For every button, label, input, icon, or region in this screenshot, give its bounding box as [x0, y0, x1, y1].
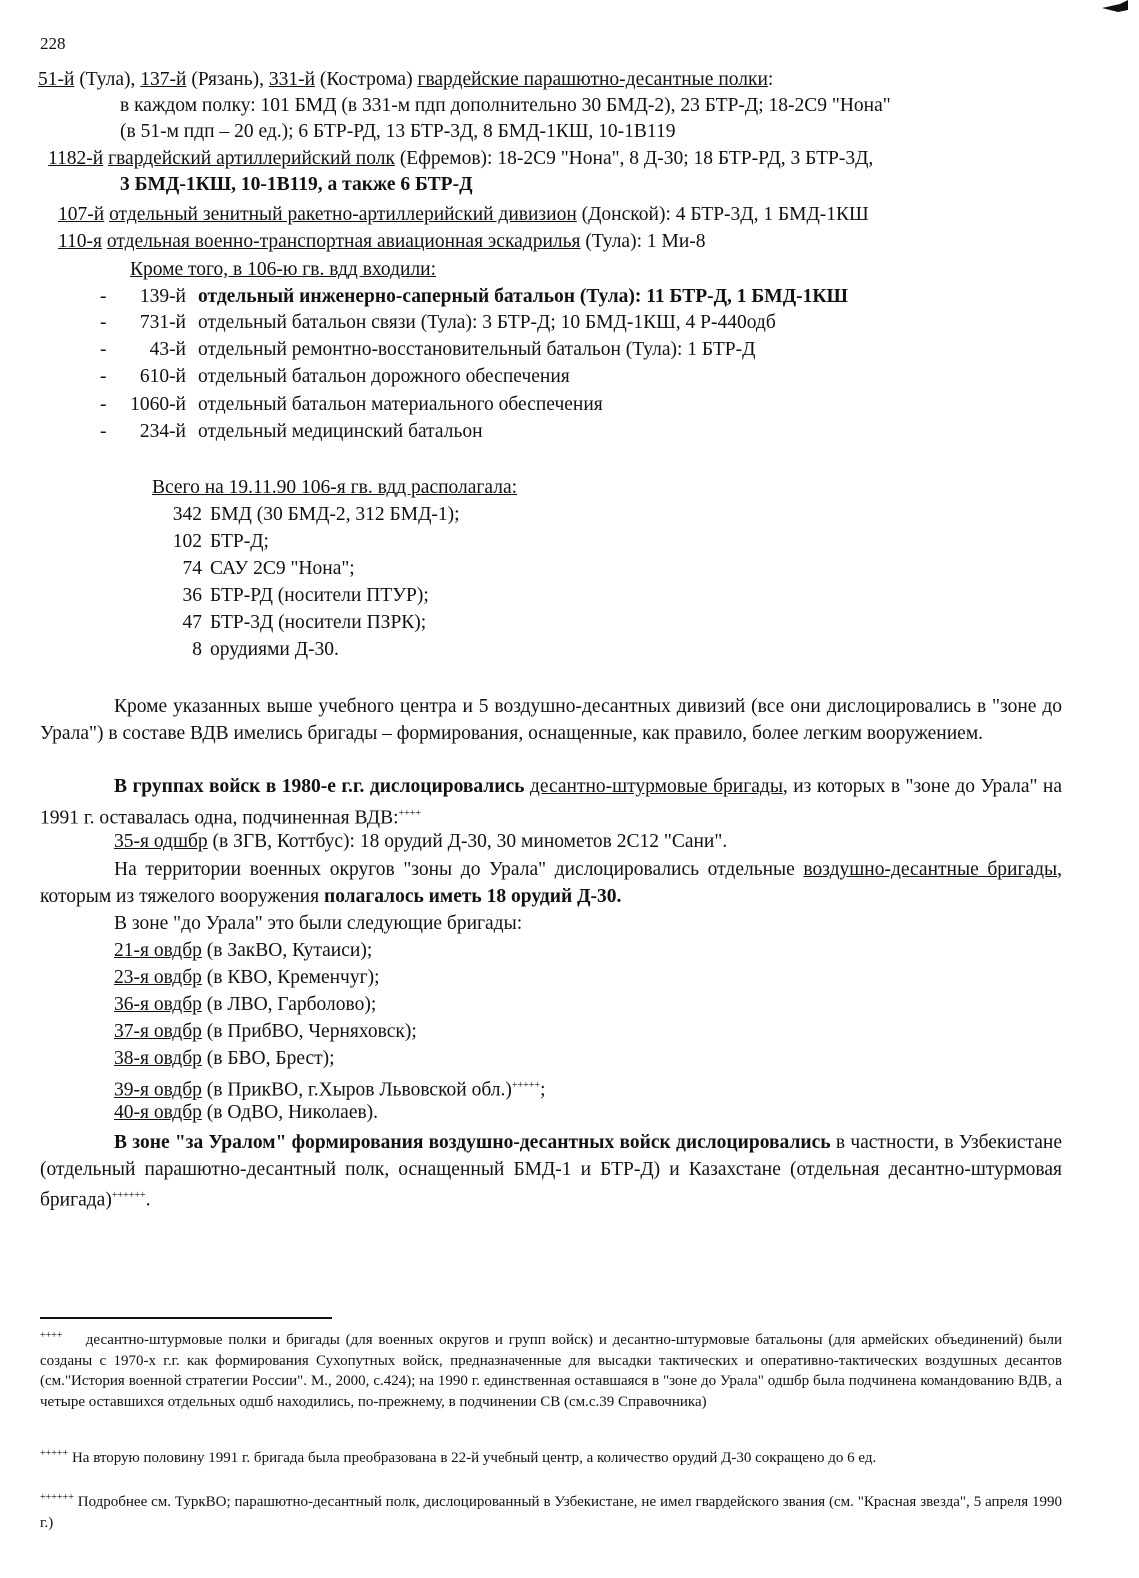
battalion-item: - 234-й отдельный медицинский батальон — [100, 421, 483, 442]
scan-corner-mark — [1100, 0, 1130, 14]
artillery-line-1: 1182-й гвардейский артиллерийский полк (Ефремов): 18-2С9 "Нона", 8 Д-30; 18 БТР-РД, 3 БТР-3Д, — [48, 148, 874, 169]
footnote-2: +++++ На вторую половину 1991 г. бригада была преобразована в 22-й учебный центр, а количество орудий Д-30 сокращено до 6 ед. — [40, 1448, 877, 1466]
paragraph-brigades-intro: Кроме указанных выше учебного центра и 5 воздушно-десантных дивизий (все они дислоцировались в "зоне до Урала") в составе ВДВ имелись бригады – формирования, оснащенные, как правило, более легким вооружением. — [40, 696, 1062, 744]
unit-number: 107-й — [58, 204, 105, 225]
regiments-line-1: 51-й (Тула), 137-й (Рязань), 331-й (Кострома) гвардейские парашютно-десантные полки: — [38, 69, 774, 90]
page-number: 228 — [40, 34, 66, 53]
totals-item: 8 орудиями Д-30. — [192, 639, 339, 660]
paragraph-groups-of-forces: В группах войск в 1980-е г.г. дислоцировались десантно-штурмовые бригады, из которых в "зоне до Урала" на 1991 г. оставалась одна, подчиненная ВДВ:++++ — [40, 776, 1062, 828]
regiment-number: 51-й — [38, 69, 75, 90]
totals-item: 102 БТР-Д; — [172, 531, 269, 552]
paragraph-beyond-urals: В зоне "за Уралом" формирования воздушно-десантных войск дислоцировались в частности, в Узбекистане (отдельный парашютно-десантный полк, оснащенный БМД-1 и БТР-Д) и Казахстане (отдельная десантно-штурмовая бригада)++++++. — [40, 1132, 1062, 1211]
brigade-item: 21-я овдбр (в ЗакВО, Кутаиси); — [114, 940, 373, 961]
regiment-number: 331-й — [268, 69, 316, 90]
footnote-1: ++++ десантно-штурмовые полки и бригады (для военных округов и групп войск) и десантно-штурмовые батальоны (для армейских объединений) были созданы с 1970-х г.г. как формирования Сухопутных войск, предназначенные для высадки тактических и оперативно-тактических воздушных десантов (см."История военной стратегии России". М., 2000, с.424); на 1990 г. единственная оставшаяся в "зоне до Урала" одшбр была подчинена командованию ВДВ, а четыре оставшихся отдельных одшб находились, по-прежнему, в подчинении СВ (см.с.39 Справочника) — [40, 1330, 1062, 1410]
brigade-item: 37-я овдбр (в ПрибВО, Черняховск); — [114, 1021, 417, 1042]
footnote-3: ++++++ Подробнее см. ТуркВО; парашютно-десантный полк, дислоцированный в Узбекистане, не имел гвардейского звания (см. "Красная звезда", 5 апреля 1990 г.) — [40, 1492, 1062, 1531]
aviation-line: 110-я отдельная военно-транспортная авиационная эскадрилья (Тула): 1 Ми-8 — [58, 231, 706, 252]
brigade-item: 40-я овдбр (в ОдВО, Николаев). — [114, 1102, 379, 1123]
totals-title: Всего на 19.11.90 106-я гв. вдд располагала: — [152, 477, 518, 498]
artillery-line-2: 3 БМД-1КШ, 10-1В119, а также 6 БТР-Д — [120, 174, 473, 195]
totals-item: 36 БТР-РД (носители ПТУР); — [182, 585, 429, 606]
totals-item: 342 БМД (30 БМД-2, 312 БМД-1); — [172, 504, 460, 525]
regiments-line-3: (в 51-м пдп – 20 ед.); 6 БТР-РД, 13 БТР-3Д, 8 БМД-1КШ, 10-1В119 — [120, 121, 676, 142]
battalion-item: - 139-й отдельный инженерно-саперный батальон (Тула): 11 БТР-Д, 1 БМД-1КШ — [100, 286, 848, 307]
brigades-intro: В зоне "до Урала" это были следующие бригады: — [114, 913, 523, 934]
battalion-item: - 610-й отдельный батальон дорожного обеспечения — [100, 366, 570, 387]
regiment-place: (Рязань), — [186, 69, 269, 90]
regiment-number: 137-й — [140, 69, 187, 90]
unit-type: отдельная военно-транспортная авиационная эскадрилья — [106, 231, 581, 252]
regiment-place: (Кострома) — [315, 69, 418, 90]
brigade-item: 23-я овдбр (в КВО, Кременчуг); — [114, 967, 380, 988]
totals-item: 47 БТР-3Д (носители ПЗРК); — [182, 612, 427, 633]
battalion-item: - 43-й отдельный ремонтно-восстановительный батальон (Тула): 1 БТР-Д — [100, 339, 756, 360]
aa-division-line: 107-й отдельный зенитный ракетно-артиллерийский дивизион (Донской): 4 БТР-3Д, 1 БМД-1КШ — [58, 204, 869, 225]
totals-item: 74 САУ 2С9 "Нона"; — [182, 558, 355, 579]
regiment-type: гвардейские парашютно-десантные полки — [417, 69, 768, 90]
battalion-item: - 1060-й отдельный батальон материального обеспечения — [100, 394, 603, 415]
unit-type: гвардейский артиллерийский полк — [108, 148, 395, 169]
unit-number: 110-я — [58, 231, 102, 252]
brigade-item: 38-я овдбр (в БВО, Брест); — [114, 1048, 335, 1069]
regiments-line-2: в каждом полку: 101 БМД (в 331-м пдп дополнительно 30 БМД-2), 23 БТР-Д; 18-2С9 "Нона" — [120, 95, 891, 116]
odshbr-line: 35-я одшбр (в ЗГВ, Коттбус): 18 орудий Д-30, 30 минометов 2С12 "Сани". — [114, 831, 728, 852]
footnote-separator — [40, 1317, 332, 1319]
brigade-item: 39-я овдбр (в ПрикВО, г.Хыров Львовской обл.)+++++; — [114, 1079, 546, 1101]
regiment-place: (Тула), — [74, 69, 141, 90]
unit-type: отдельный зенитный ракетно-артиллерийский дивизион — [109, 204, 577, 225]
also-included-title: Кроме того, в 106-ю гв. вдд входили: — [130, 259, 437, 280]
paragraph-separate-brigades: На территории военных округов "зоны до Урала" дислоцировались отдельные воздушно-десантные бригады, которым из тяжелого вооружения полагалось иметь 18 орудий Д-30. — [40, 859, 1062, 907]
battalion-item: - 731-й отдельный батальон связи (Тула): 3 БТР-Д; 10 БМД-1КШ, 4 Р-440одб — [100, 312, 776, 333]
unit-number: 1182-й — [48, 148, 104, 169]
brigade-item: 36-я овдбр (в ЛВО, Гарболово); — [114, 994, 377, 1015]
